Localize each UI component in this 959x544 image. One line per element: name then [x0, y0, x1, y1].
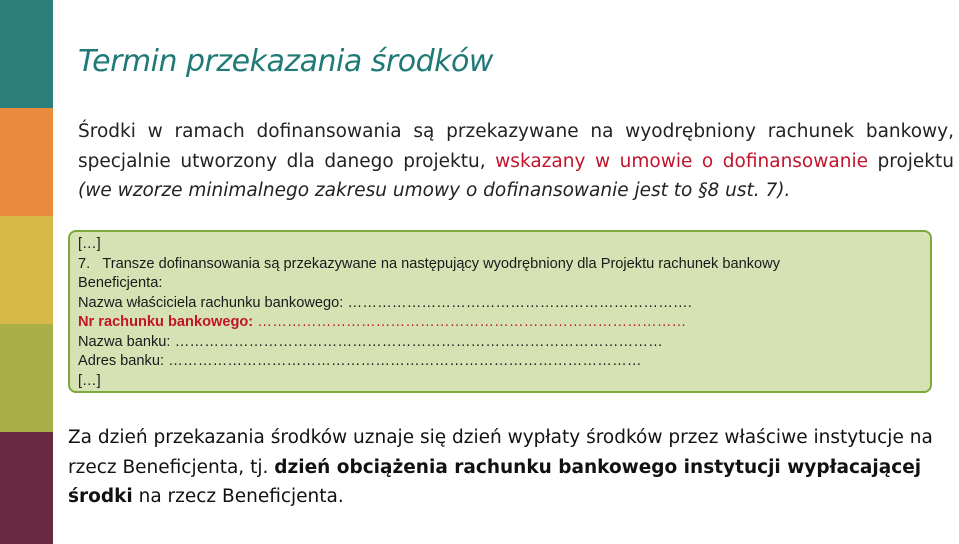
strip-segment-olive [0, 324, 53, 432]
owner-dots: ……………………………………………………………. [343, 294, 693, 311]
bank-name-field [78, 333, 922, 353]
excerpt-ellipsis-bottom: […] [78, 372, 101, 389]
account-label: Nr rachunku bankowego: [78, 314, 254, 330]
excerpt-clause-cont: Beneficjenta: [78, 275, 163, 291]
strip-segment-teal [0, 0, 53, 108]
intro-text: Środki w ramach dofinansowania są przekazywane na wyodrębniony rachunek bankowy, specjalnie utworzony dla danego projektu, [78, 121, 954, 172]
owner-label: Nazwa właściciela rachunku bankowego: [78, 294, 344, 311]
bank-name-label: Nazwa banku: [78, 333, 171, 350]
strip-segment-yellow [0, 216, 53, 324]
strip-segment-orange [0, 108, 53, 216]
intro-paragraph [78, 117, 954, 206]
account-field [78, 313, 922, 333]
intro-highlight: wskazany w umowie o dofinansowanie [495, 150, 868, 172]
owner-field [78, 294, 922, 314]
bank-address-field [78, 352, 922, 372]
bank-address-dots: …………………………………………………………………………………… [164, 353, 642, 369]
summary-paragraph [68, 423, 948, 512]
intro-note: (we wzorze minimalnego zakresu umowy o dofinansowanie jest to §8 ust. 7). [78, 180, 791, 201]
clause-text: Transze dofinansowania są przekazywane na następujący wyodrębniony dla Projektu rachunek bankowy [102, 255, 780, 272]
bank-address-label: Adres banku: [78, 353, 164, 369]
excerpt-ellipsis-top: […] [78, 236, 101, 252]
slide-title: Termin przekazania środków [78, 44, 493, 79]
summary-text-end: na rzecz Beneficjenta. [132, 486, 344, 507]
summary-bold: dzień obciążenia rachunku bankowego instytucji wypłacającej środki [68, 456, 922, 507]
excerpt-clause [78, 255, 922, 275]
summary-text: Za dzień przekazania środków uznaje się dzień wypłaty środków przez właściwe instytucje na rzecz Beneficjenta, tj. [68, 427, 933, 478]
agreement-excerpt-box [68, 230, 932, 393]
strip-segment-plum [0, 432, 53, 544]
account-dots: …………………………………………………………………………… [253, 314, 687, 330]
bank-name-dots: ……………………………………………………………………………………… [170, 333, 663, 350]
clause-number: 7. [78, 255, 91, 272]
decorative-color-strip [0, 0, 53, 544]
intro-text-cont: projektu [867, 150, 955, 172]
